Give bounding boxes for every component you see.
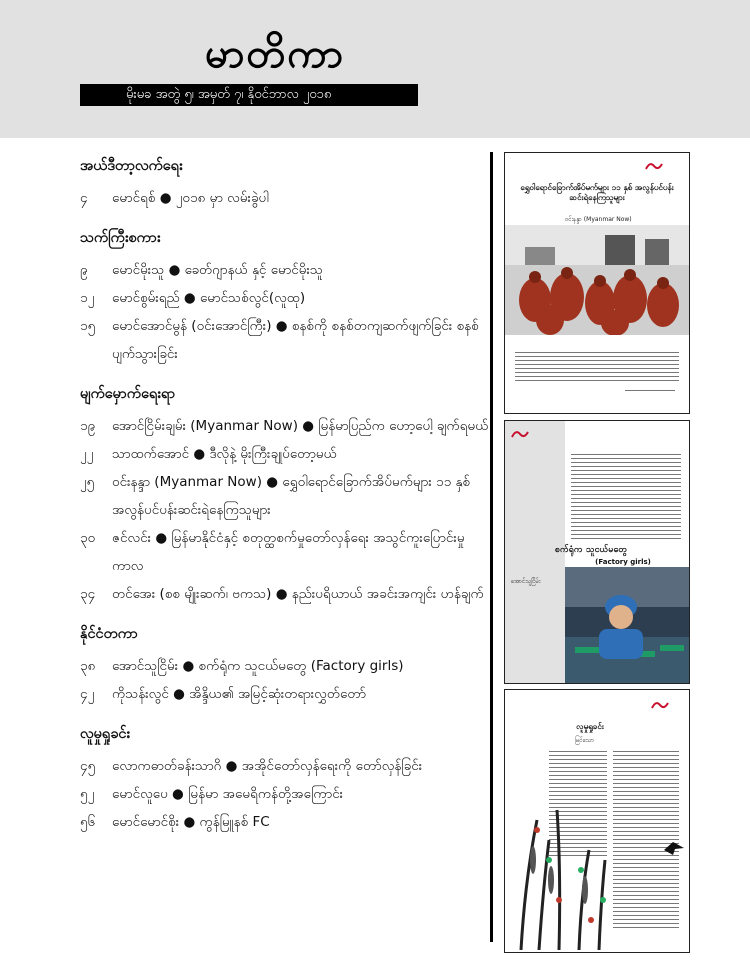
issue-info: မိုးမခ အတွဲ ၅၊ အမှတ် ၇၊ နိုဝင်ဘာလ ၂၀၁၈ bbox=[126, 87, 332, 102]
toc-entry[interactable] bbox=[80, 312, 490, 368]
thumbnail-title: စက်ရုံက သူငယ်မတွေ bbox=[554, 545, 628, 555]
thumbnail-body-text-2 bbox=[613, 748, 679, 928]
entry-text: ဝင်းနန္ဒာ (Myanmar Now) ● ရွှေဝါရောင်ခြောက်အိပ်မက်များ ၁၁ နှစ် အလွန်ပင်ပန်းဆင်းရဲနေကြသူများ bbox=[112, 474, 471, 518]
thumbnail-byline: မြင်သော bbox=[575, 737, 595, 744]
entry-text: မောင်ရစ် ● ၂၀၁၈ မှာ လမ်းခွဲပါ bbox=[112, 190, 269, 206]
entry-text: မောင်အောင်မွန် (ဝင်းအောင်ကြီး) ● စနစ်ကို စနစ်တကျဆက်ဖျက်ခြင်း စနစ်ပျက်သွားခြင်း bbox=[112, 318, 479, 362]
entry-text: ကိုသန်းလွင် ● အိန္ဒိယ၏ အမြင့်ဆုံးတရားလွှတ်တော် bbox=[112, 686, 367, 702]
entry-text: အောင်ငြိမ်းချမ်း (Myanmar Now) ● မြန်မာပြည်က ဟော့ပေါ့ ချက်ရမယ် bbox=[112, 418, 489, 434]
entry-text: မောင်လူပေ ● မြန်မာ အမေရိကန်တို့အကြောင်း bbox=[112, 786, 344, 802]
toc-section bbox=[80, 380, 490, 608]
toc-entry[interactable] bbox=[80, 780, 490, 808]
thumbnail-body-text bbox=[515, 349, 679, 381]
thumbnail-title: လူမှုရှုခင်း bbox=[576, 722, 604, 731]
section-title: သက်ကြီးစကား bbox=[80, 230, 161, 246]
entry-text: အောင်သူငြိမ်း ● စက်ရုံက သူငယ်မတွေ (Factory girls) bbox=[112, 658, 404, 674]
thumbnail-title: ရွှေဝါရောင်ခြောက်အိပ်မက်များ ၁၁ နှစ် အလွန်ပင်ပန်းဆင်းရဲနေကြသူများ bbox=[520, 183, 674, 202]
page-number: ၃၈ bbox=[80, 658, 96, 674]
thumbnail-body-text bbox=[571, 451, 681, 539]
table-of-contents bbox=[80, 140, 490, 836]
thumbnail-caption bbox=[625, 387, 675, 391]
thumbnail-byline: အောင်သူငြိမ်း bbox=[511, 578, 541, 585]
factory-worker-photo bbox=[565, 567, 689, 683]
toc-entry[interactable] bbox=[80, 524, 490, 580]
page-number: ၄ bbox=[80, 190, 88, 206]
toc-section bbox=[80, 620, 490, 708]
entry-text: မောင်မိုးသူ ● ခေတ်ဂျာနယ် နှင့် မောင်မိုးသူ bbox=[112, 262, 323, 278]
entry-text: တင်အေး (စစ မျိုးဆက်၊ ဗကသ) ● နည်းပရိယာယ် အခင်းအကျင်း ဟန်ချက် bbox=[112, 586, 484, 602]
section-title: လူမှုရှုခင်း bbox=[80, 726, 131, 742]
toc-entry[interactable] bbox=[80, 256, 490, 284]
page-title: မာတိကာ bbox=[205, 30, 345, 77]
page-number: ၃၀ bbox=[80, 530, 96, 546]
entry-text: မောင်စွမ်းရည် ● မောင်သစ်လွင်(လူထု) bbox=[112, 290, 306, 306]
toc-entry[interactable] bbox=[80, 412, 490, 440]
page-number: ၂၂ bbox=[80, 446, 94, 462]
page-number: ၉ bbox=[80, 262, 88, 278]
page-number: ၄၂ bbox=[80, 686, 95, 702]
magazine-logo-icon bbox=[645, 161, 663, 171]
entry-text: လောကဓာတ်ခန်းသာဂိ ● အအိုင်တော်လှန်ရေးကို တော်လှန်ခြင်း bbox=[112, 758, 423, 774]
toc-entry[interactable] bbox=[80, 440, 490, 468]
entry-text: သာထက်အောင် ● ဒီလိုနဲ့ မိုးကြီးချုပ်တော့မယ် bbox=[112, 446, 337, 462]
toc-entry[interactable] bbox=[80, 808, 490, 836]
toc-entry[interactable] bbox=[80, 752, 490, 780]
thumbnail-subtitle: (Factory girls) bbox=[595, 558, 651, 566]
page-number: ၂၅ bbox=[80, 474, 95, 490]
column-divider bbox=[490, 152, 493, 942]
thumbnail-byline: ဝင်းနန္ဒာ (Myanmar Now) bbox=[565, 216, 632, 223]
toc-entry[interactable] bbox=[80, 580, 490, 608]
toc-entry[interactable] bbox=[80, 652, 490, 680]
magazine-logo-icon bbox=[651, 700, 669, 710]
toc-entry[interactable] bbox=[80, 184, 490, 212]
toc-section bbox=[80, 224, 490, 368]
section-title: မျက်မှောက်ရေးရာ bbox=[80, 386, 176, 402]
entry-text: ဇင်လင်း ● မြန်မာနိုင်ငံနှင့် စတုတ္ထစက်မှုတော်လှန်ရေး အသွင်ကူးပြောင်းမှုကာလ bbox=[112, 530, 465, 574]
toc-entry[interactable] bbox=[80, 468, 490, 524]
page-number: ၁၉ bbox=[80, 418, 96, 434]
page-number: ၁၂ bbox=[80, 290, 95, 306]
toc-entry[interactable] bbox=[80, 680, 490, 708]
page-number: ၅၆ bbox=[80, 814, 96, 830]
article-thumbnail-monks[interactable] bbox=[504, 152, 690, 414]
plants-illustration bbox=[509, 800, 619, 950]
section-title: အယ်ဒီတာ့လက်ရေး bbox=[80, 158, 183, 174]
page-number: ၅၂ bbox=[80, 786, 95, 802]
header-band bbox=[0, 0, 750, 138]
article-thumbnail-factory-girls[interactable] bbox=[504, 420, 690, 684]
toc-entry[interactable] bbox=[80, 284, 490, 312]
issue-info-bar bbox=[80, 84, 418, 106]
magazine-logo-icon bbox=[511, 429, 529, 439]
page-number: ၃၄ bbox=[80, 586, 96, 602]
entry-text: မောင်မောင်စိုး ● ကွန်မြူနစ် FC bbox=[112, 814, 270, 830]
section-title: နိုင်ငံတကာ bbox=[80, 626, 138, 642]
toc-section bbox=[80, 152, 490, 212]
page-number: ၄၅ bbox=[80, 758, 96, 774]
bird-icon bbox=[663, 840, 685, 856]
monks-photo bbox=[505, 225, 689, 335]
toc-section bbox=[80, 720, 490, 836]
page-number: ၁၅ bbox=[80, 318, 96, 334]
article-thumbnail-illustration[interactable] bbox=[504, 689, 690, 953]
